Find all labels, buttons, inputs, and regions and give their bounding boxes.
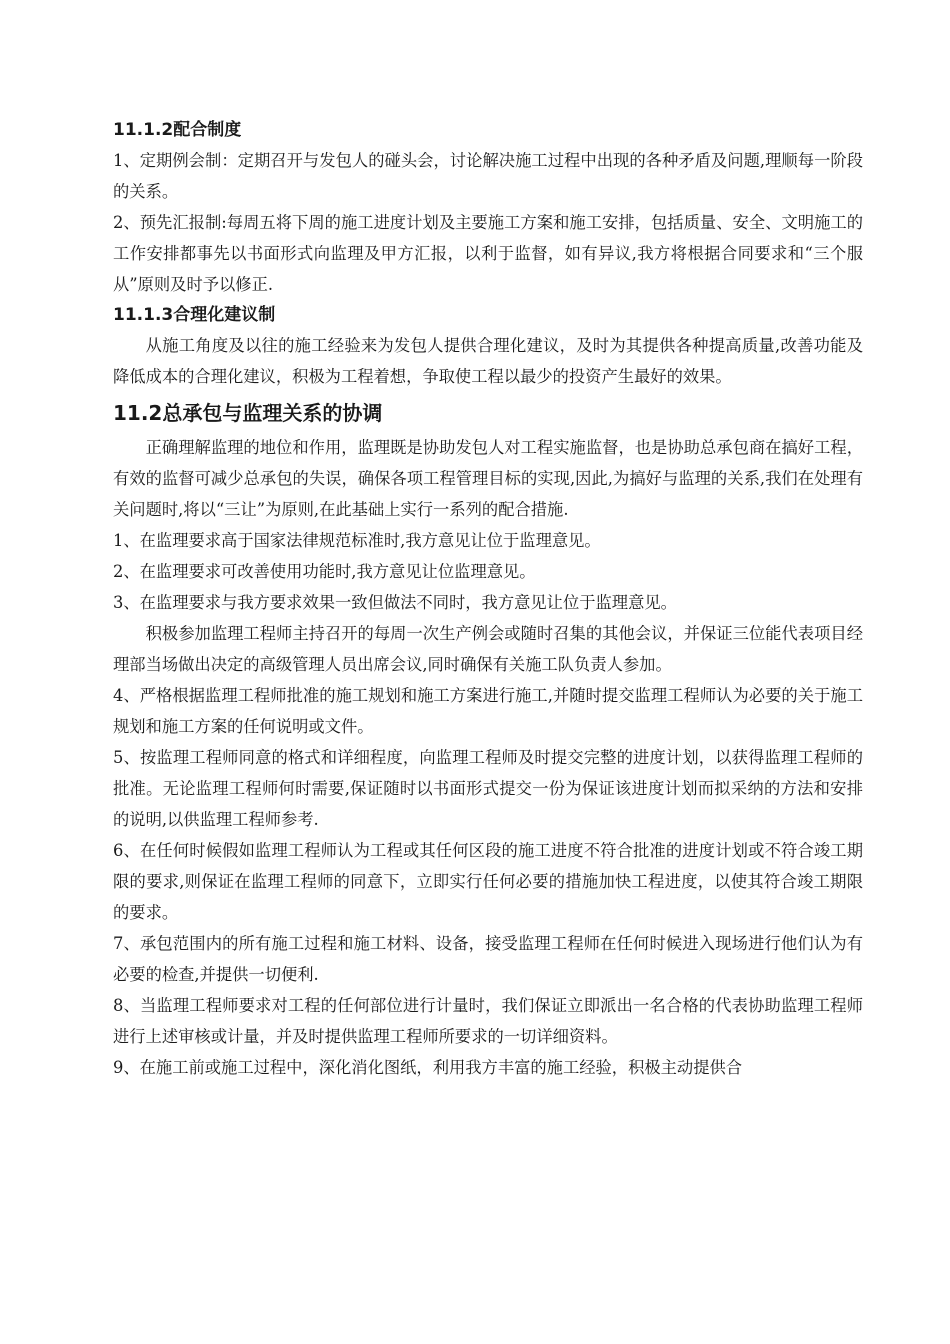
list-item: 6、在任何时候假如监理工程师认为工程或其任何区段的施工进度不符合批准的进度计划或不符合竣工期限的要求,则保证在监理工程师的同意下，立即实行任何必要的措施加快工程进度，以使其符合竣工期限的要求。: [113, 841, 863, 922]
list-item: 1、在监理要求高于国家法律规范标准时,我方意见让位于监理意见。: [113, 531, 601, 550]
list-item: 2、预先汇报制:每周五将下周的施工进度计划及主要施工方案和施工安排，包括质量、安全、文明施工的工作安排都事先以书面形式向监理及甲方汇报，以利于监督，如有异议,我方将根据合同要求和“三个服从”原则及时予以修正.: [113, 213, 863, 294]
paragraph: 正确理解监理的地位和作用，监理既是协助发包人对工程实施监督，也是协助总承包商在搞好工程，有效的监督可减少总承包的失误，确保各项工程管理目标的实现,因此,为搞好与监理的关系,我们在处理有关问题时,将以“三让”为原则,在此基础上实行一系列的配合措施.: [113, 438, 863, 519]
paragraph: 从施工角度及以往的施工经验来为发包人提供合理化建议，及时为其提供各种提高质量,改善功能及降低成本的合理化建议，积极为工程着想，争取使工程以最少的投资产生最好的效果。: [113, 336, 863, 386]
list-item: 9、在施工前或施工过程中，深化消化图纸，利用我方丰富的施工经验，积极主动提供合: [113, 1058, 743, 1077]
section-heading-11-1-3: 11.1.3合理化建议制: [113, 305, 276, 325]
list-item: 1、定期例会制：定期召开与发包人的碰头会，讨论解决施工过程中出现的各种矛盾及问题,理顺每一阶段的关系。: [113, 151, 863, 201]
list-item: 3、在监理要求与我方要求效果一致但做法不同时，我方意见让位于监理意见。: [113, 593, 677, 612]
list-item: 7、承包范围内的所有施工过程和施工材料、设备，接受监理工程师在任何时候进入现场进行他们认为有必要的检查,并提供一切便利.: [113, 934, 863, 984]
list-item: 5、按监理工程师同意的格式和详细程度，向监理工程师及时提交完整的进度计划，以获得监理工程师的批准。无论监理工程师何时需要,保证随时以书面形式提交一份为保证该进度计划而拟采纳的方法和安排的说明,以供监理工程师参考.: [113, 748, 863, 829]
document-body: [113, 115, 863, 1083]
list-item: 8、当监理工程师要求对工程的任何部位进行计量时，我们保证立即派出一名合格的代表协助监理工程师进行上述审核或计量，并及时提供监理工程师所要求的一切详细资料。: [113, 996, 863, 1046]
list-item: 4、严格根据监理工程师批准的施工规划和施工方案进行施工,并随时提交监理工程师认为必要的关于施工规划和施工方案的任何说明或文件。: [113, 686, 863, 736]
section-heading-11-1-2: 11.1.2配合制度: [113, 120, 242, 140]
section-heading-11-2: 11.2总承包与监理关系的协调: [113, 401, 383, 425]
list-item: 2、在监理要求可改善使用功能时,我方意见让位监理意见。: [113, 562, 536, 581]
paragraph: 积极参加监理工程师主持召开的每周一次生产例会或随时召集的其他会议，并保证三位能代表项目经理部当场做出决定的高级管理人员出席会议,同时确保有关施工队负责人参加。: [113, 624, 863, 674]
